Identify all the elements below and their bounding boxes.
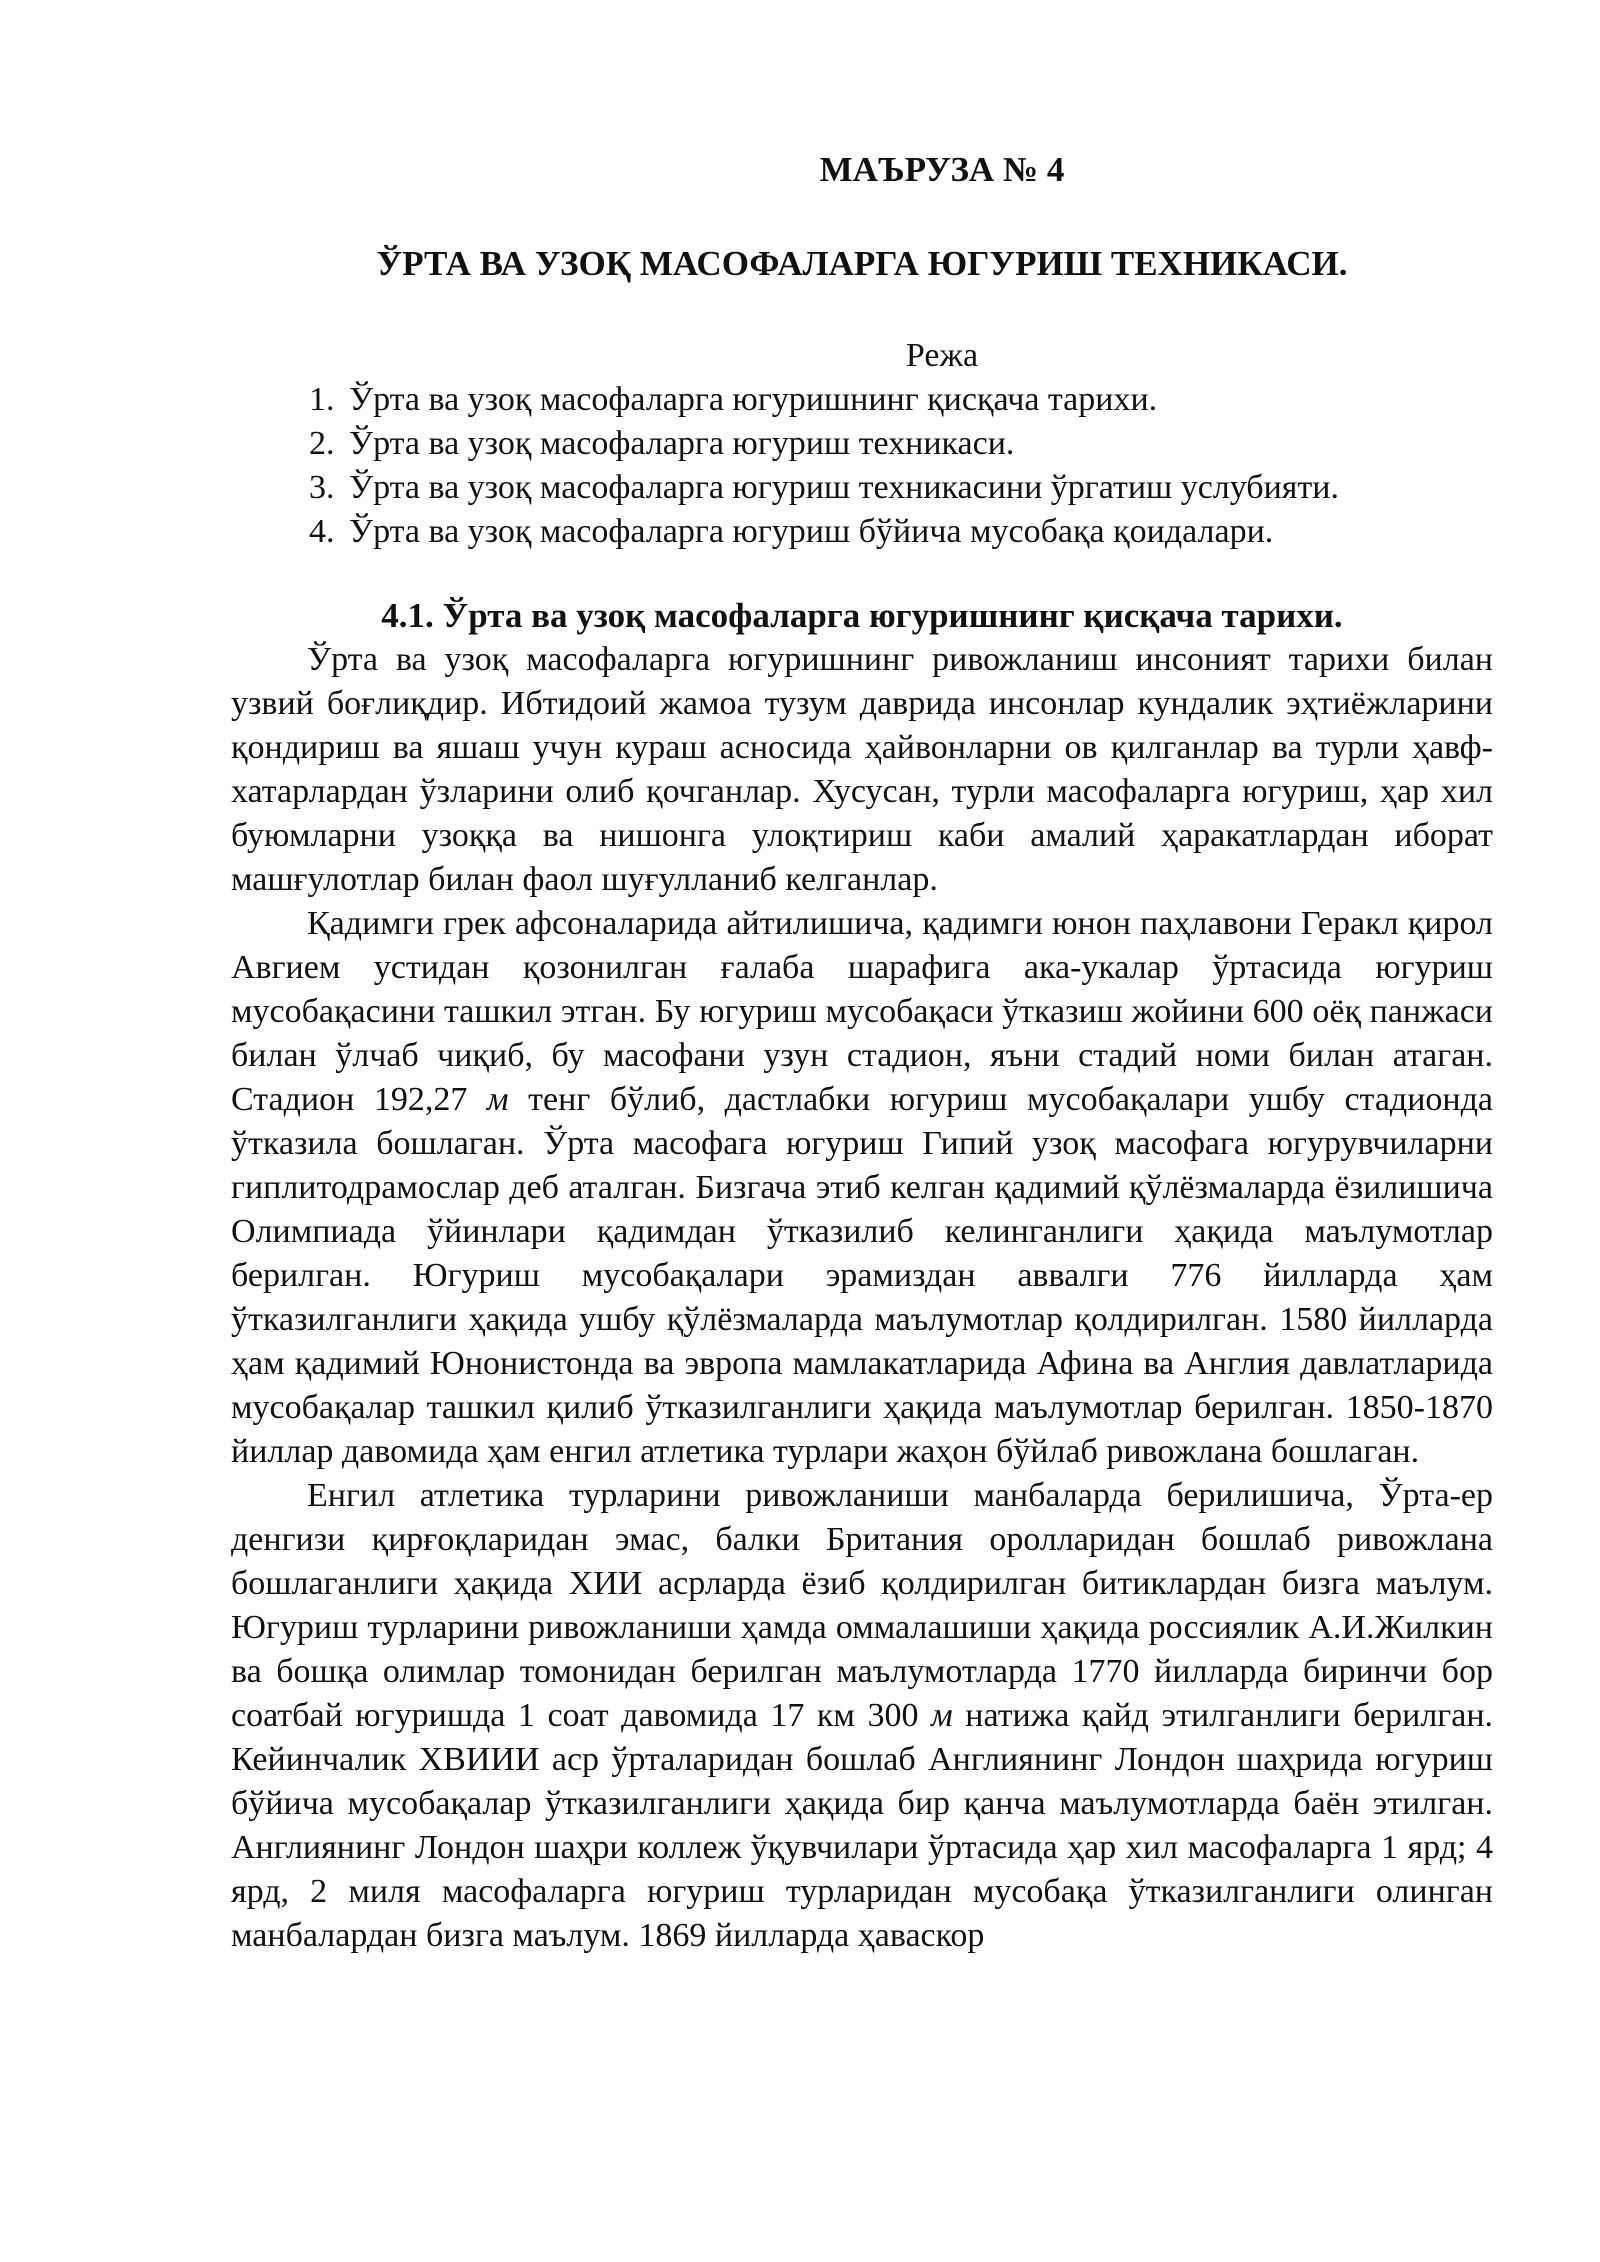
body-paragraph [231, 902, 1493, 1474]
unit-label: м [486, 1081, 509, 1118]
plan-item [309, 422, 1493, 466]
topic-title: ЎРТА ВА УЗОҚ МАСОФАЛАРГА ЮГУРИШ ТЕХНИКАСИ. [376, 244, 1348, 283]
plan-item [309, 378, 1493, 422]
plan-item [309, 510, 1493, 554]
plan-item-text: Ўрта ва узоқ масофаларга югуриш техникасини ўргатиш услубияти. [349, 469, 1339, 506]
plan-item-number: 1. [309, 381, 335, 418]
plan-heading: Режа [905, 337, 979, 374]
plan-item-text: Ўрта ва узоқ масофаларга югуришнинг қисқача тарихи. [349, 381, 1158, 418]
plan-item-text: Ўрта ва узоқ масофаларга югуриш бўйича мусобақа қоидалари. [349, 513, 1274, 550]
section-title: 4.1. Ўрта ва узоқ масофаларга югуришнинг қисқача тарихи. [381, 596, 1343, 635]
document-page [231, 148, 1493, 1958]
paragraph-text: Қадимги грек афсоналарида айтилишича, қадимги юнон паҳлавони Геракл қирол Авгиeм устидан қозонилган ғалаба шарафига ака-укалар ўртасида югуриш мусобақасини ташкил этган. Бу югуриш мусобақаси ўтказиш жойини 600 оёқ панжаси билан ўлчаб чиқиб, бу масофани узун стадион, яъни стадий номи билан атаган. Стадион 192,27 [231, 905, 1493, 1118]
paragraph-text: Енгил атлетика турларини ривожланиши манбаларда берилишича, Ўрта-ер денгизи қирғоқларидан эмас, балки Британия оролларидан бошлаб ривожлана бошлаганлиги ҳақида ХИИ асрларда ёзиб қолдирилган битиклардан бизга маълум. Югуриш турларини ривожланиши ҳамда оммалашиши ҳақида россиялик А.И.Жилкин ва бошқа олимлар томонидан берилган маълумотларда 1770 йилларда биринчи бор соатбай югуришда 1 соат давомида 17 км 300 [231, 1477, 1493, 1734]
plan-list [231, 378, 1493, 554]
body-paragraph [231, 1474, 1493, 1958]
paragraph-text: натижа қайд этилганлиги берилган. Кейинчалик ХВИИИ аср ўрталаридан бошлаб Англиянинг Лондон шаҳрида югуриш бўйича мусобақалар ўтказилганлиги ҳақида бир қанча маълумотларда баён этилган. Англиянинг Лондон шаҳри коллеж ўқувчилари ўртасида ҳар хил масофаларга 1 ярд; 4 ярд, 2 миля масофаларга югуриш турларидан мусобақа ўтказилганлиги олинган манбалардан бизга маълум. 1869 йилларда ҳаваскор [231, 1697, 1494, 1954]
plan-item-number: 3. [309, 469, 335, 506]
plan-item [309, 466, 1493, 510]
plan-item-text: Ўрта ва узоқ масофаларга югуриш техникаси. [349, 425, 1015, 462]
paragraph-text: тенг бўлиб, дастлабки югуриш мусобақалари ушбу стадионда ўтказила бошлаган. Ўрта масофага югуриш Гипий узоқ масофага югурувчиларни гиплитодрамослар деб аталган. Бизгача этиб келган қадимий қўлёзмаларда ёзилишича Олимпиада ўйинлари қадимдан ўтказилиб келинганлиги ҳақида маълумотлар берилган. Югуриш мусобақалари эрамиздан аввалги 776 йилларда ҳам ўтказилганлиги ҳақида ушбу қўлёзмаларда маълумотлар қолдирилган. 1580 йилларда ҳам қадимий Юнонистонда ва эвропа мамлакатларида Афина ва Англия давлатларида мусобақалар ташкил қилиб ўтказилганлиги ҳақида маълумотлар берилган. 1850-1870 йиллар давомида ҳам енгил атлетика турлари жаҳон бўйлаб ривожлана бошлаган. [231, 1081, 1494, 1470]
plan-item-number: 4. [309, 513, 335, 550]
body-paragraph: Ўрта ва узоқ масофаларга югуришнинг ривожланиш инсоният тарихи билан узвий боғлиқдир. Ибтидоий жамоа тузум даврида инсонлар кундалик эҳтиёжларини қондириш ва яшаш учун кураш асносида ҳайвонларни ов қилганлар ва турли ҳавф-хатарлардан ўзларини олиб қочганлар. Хусусан, турли масофаларга югуриш, ҳар хил буюмларни узоққа ва нишонга улоқтириш каби амалий ҳаракатлардан иборат машғулотлар билан фаол шуғулланиб келганлар. [231, 641, 1493, 898]
plan-item-number: 2. [309, 425, 335, 462]
unit-label: м [931, 1697, 953, 1734]
lecture-title: МАЪРУЗА № 4 [819, 150, 1065, 189]
